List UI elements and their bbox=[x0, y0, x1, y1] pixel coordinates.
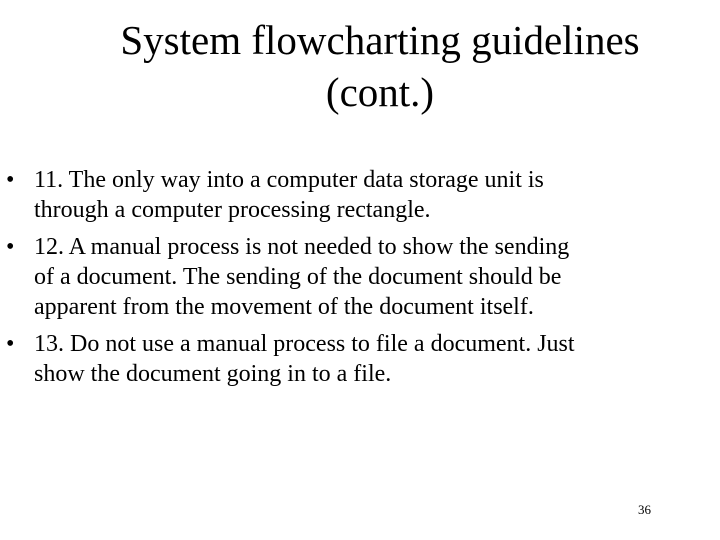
bullet-line: 13. Do not use a manual process to file a document. Just bbox=[34, 331, 575, 357]
bullet-icon: • bbox=[6, 234, 15, 260]
bullet-line: apparent from the movement of the document itself. bbox=[34, 294, 534, 320]
bullet-line: 12. A manual process is not needed to show the sending bbox=[34, 234, 570, 260]
bullet-list bbox=[0, 165, 720, 396]
bullet-text bbox=[34, 329, 690, 389]
bullet-line: 11. The only way into a computer data storage unit is bbox=[34, 167, 544, 193]
bullet-item bbox=[0, 165, 720, 225]
title-line: System flowcharting guidelines bbox=[120, 17, 640, 63]
bullet-item bbox=[0, 232, 720, 322]
page-number: 36 bbox=[638, 502, 651, 517]
bullet-text bbox=[34, 165, 690, 225]
bullet-line: of a document. The sending of the document should be bbox=[34, 264, 562, 290]
bullet-text bbox=[34, 232, 690, 322]
bullet-line: show the document going in to a file. bbox=[34, 361, 392, 387]
bullet-line: through a computer processing rectangle. bbox=[34, 197, 431, 223]
slide-title bbox=[60, 14, 700, 118]
bullet-icon: • bbox=[6, 167, 15, 193]
bullet-icon: • bbox=[6, 331, 15, 357]
title-line: (cont.) bbox=[325, 69, 435, 115]
bullet-item bbox=[0, 329, 720, 389]
